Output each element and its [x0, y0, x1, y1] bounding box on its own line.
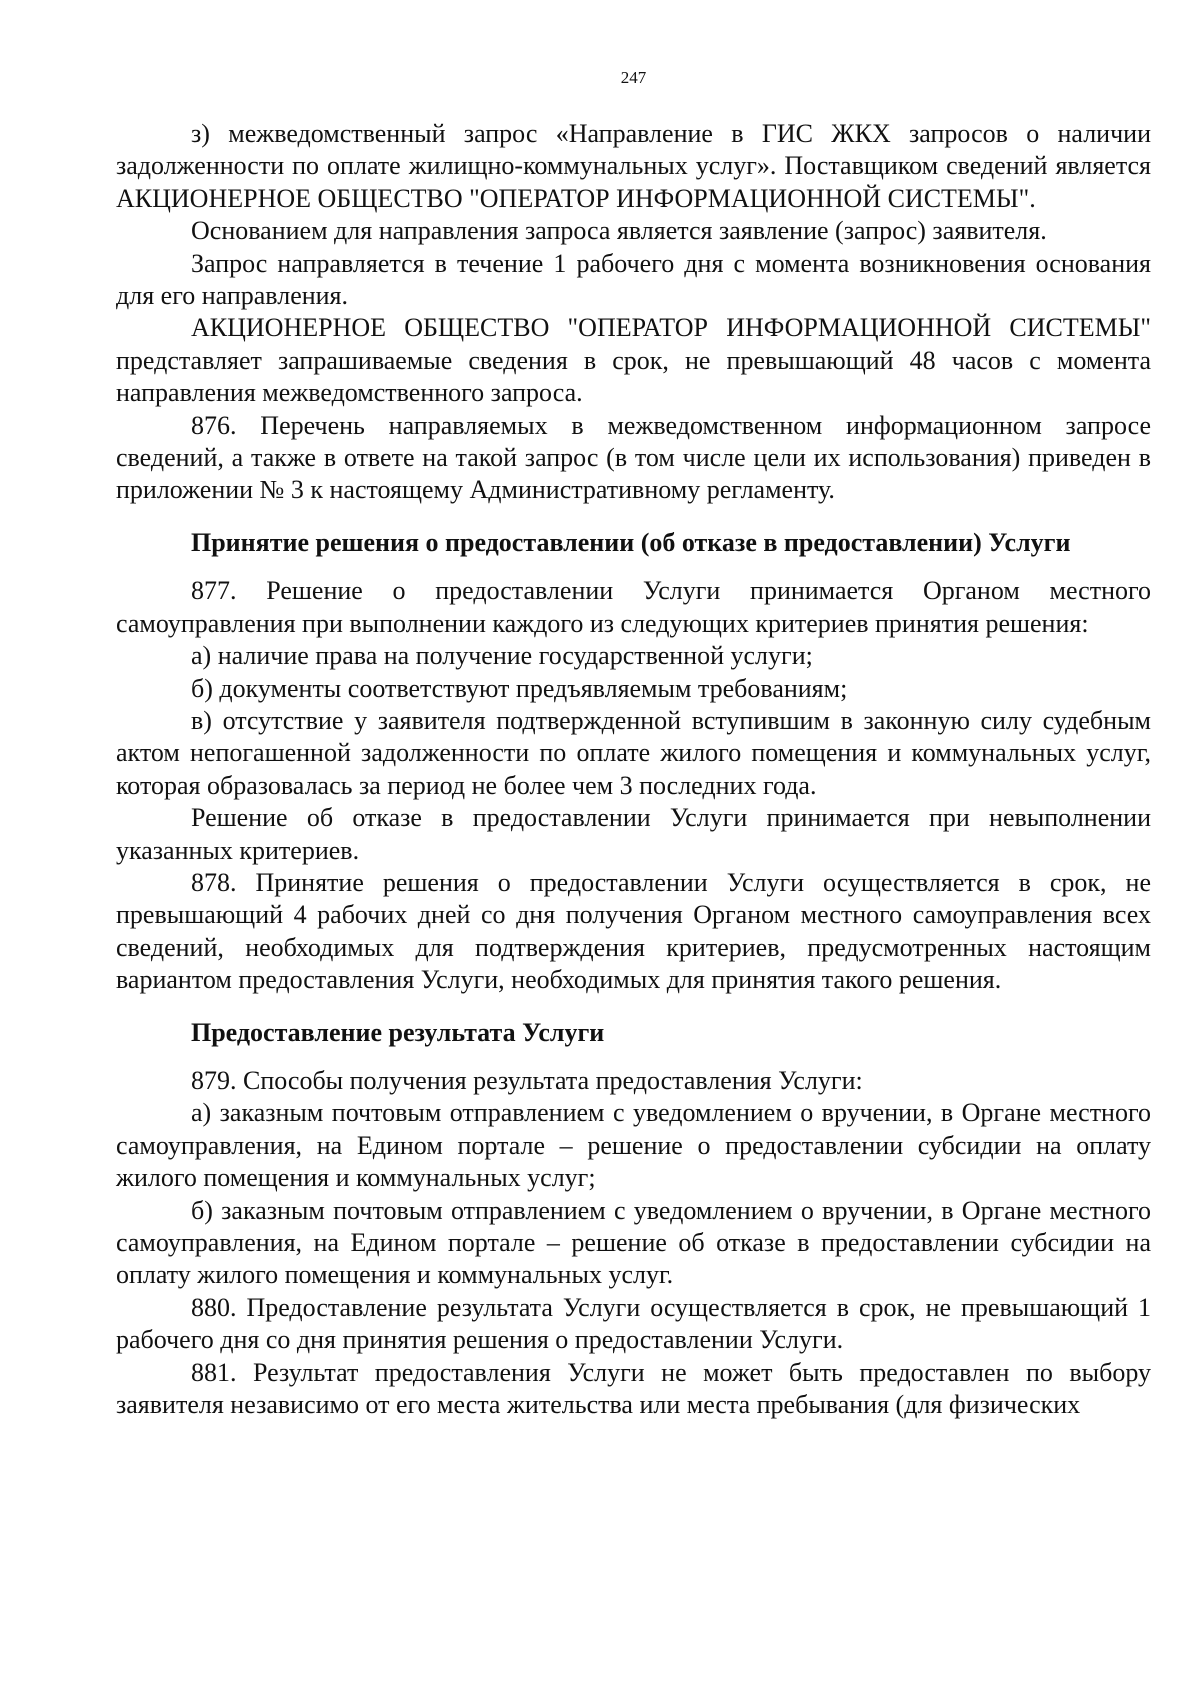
paragraph: 877. Решение о предоставлении Услуги принимается Органом местного самоуправления при выполнении каждого из следующих критериев принятия решения: [116, 576, 1151, 638]
paragraph: АКЦИОНЕРНОЕ ОБЩЕСТВО "ОПЕРАТОР ИНФОРМАЦИОННОЙ СИСТЕМЫ" представляет запрашиваемые сведения в срок, не превышающий 48 часов с момента направления межведомственного запроса. [116, 313, 1151, 408]
paragraph: з) межведомственный запрос «Направление в ГИС ЖКХ запросов о наличии задолженности по оплате жилищно-коммунальных услуг». Поставщиком сведений является АКЦИОНЕРНОЕ ОБЩЕСТВО "ОПЕРАТОР ИНФОРМАЦИОННОЙ СИСТЕМЫ". [116, 119, 1151, 213]
paragraph: б) документы соответствуют предъявляемым требованиям; [191, 673, 848, 703]
page-number: 247 [620, 68, 647, 87]
paragraph: Решение об отказе в предоставлении Услуги принимается при невыполнении указанных критериев. [116, 803, 1151, 865]
paragraph: 879. Способы получения результата предоставления Услуги: [191, 1065, 863, 1095]
paragraph: 878. Принятие решения о предоставлении Услуги осуществляется в срок, не превышающий 4 рабочих дней со дня получения Органом местного самоуправления всех сведений, необходимых для подтверждения критериев, предусмотренных настоящим вариантом предоставления Услуги, необходимых для принятия такого решения. [116, 867, 1151, 995]
spacer [116, 1049, 1151, 1065]
section-heading: Предоставление результата Услуги [191, 1017, 605, 1047]
paragraph: а) заказным почтовым отправлением с уведомлением о вручении, в Органе местного самоуправления, на Едином портале – решение о предоставлении субсидии на оплату жилого помещения и коммунальных услуг; [116, 1098, 1151, 1193]
paragraph: в) отсутствие у заявителя подтвержденной вступившим в законную силу судебным актом непогашенной задолженности по оплате жилого помещения и коммунальных услуг, которая образовалась за период не более чем 3 последних года. [116, 705, 1151, 800]
spacer [116, 997, 1151, 1017]
spacer [116, 507, 1151, 527]
paragraph: б) заказным почтовым отправлением с уведомлением о вручении, в Органе местного самоуправления, на Едином портале – решение об отказе в предоставлении субсидии на оплату жилого помещения и коммунальных услуг. [116, 1195, 1151, 1290]
document-body [116, 118, 1151, 1421]
spacer [116, 559, 1151, 575]
paragraph: 876. Перечень направляемых в межведомственном информационном запросе сведений, а также в ответе на такой запрос (в том числе цели их использования) приведен в приложении № 3 к настоящему Административному регламенту. [116, 410, 1151, 505]
paragraph: Запрос направляется в течение 1 рабочего дня с момента возникновения основания для его направления. [116, 248, 1151, 311]
paragraph: Основанием для направления запроса является заявление (запрос) заявителя. [191, 216, 1047, 246]
paragraph: 881. Результат предоставления Услуги не может быть предоставлен по выбору заявителя независимо от его места жительства или места пребывания (для физических [116, 1357, 1151, 1420]
section-heading: Принятие решения о предоставлении (об отказе в предоставлении) Услуги [191, 527, 1071, 557]
paragraph: 880. Предоставление результата Услуги осуществляется в срок, не превышающий 1 рабочего дня со дня принятия решения о предоставлении Услуги. [116, 1292, 1151, 1355]
paragraph: а) наличие права на получение государственной услуги; [191, 641, 813, 671]
